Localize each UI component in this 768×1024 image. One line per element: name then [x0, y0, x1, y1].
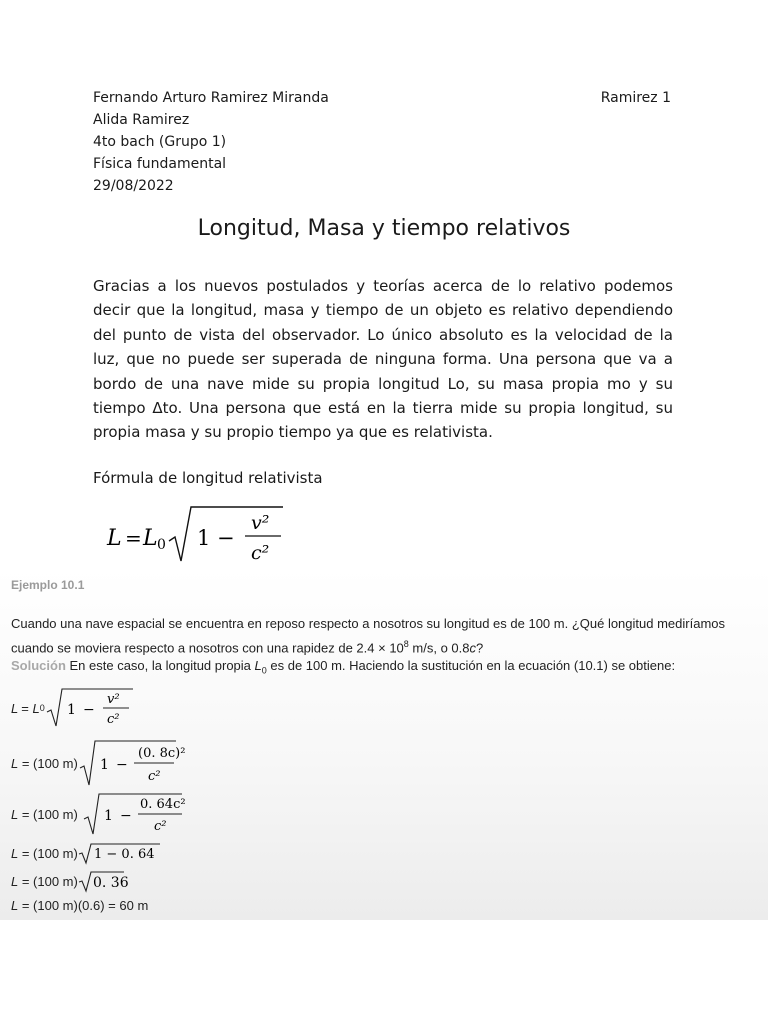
- step1-minus: −: [82, 702, 95, 718]
- date-line: 29/08/2022: [93, 178, 174, 194]
- question-text-d: ?: [476, 640, 484, 656]
- step4-radical: [78, 842, 162, 864]
- formula-L0: L: [143, 526, 158, 551]
- step2-radical: [78, 738, 186, 788]
- step3-one: 1: [103, 808, 113, 824]
- step2-lhs: = (100 m): [18, 755, 78, 771]
- solution-text-a: En este caso, la longitud propia: [65, 658, 255, 673]
- solution-label: Solución: [11, 658, 66, 673]
- length-contraction-formula: [105, 503, 295, 573]
- step1-L: L: [11, 700, 19, 716]
- page-label: Ramirez 1: [600, 90, 671, 106]
- grade-line: 4to bach (Grupo 1): [93, 134, 227, 150]
- question-c: c: [469, 640, 476, 656]
- equation-step-5: [11, 870, 129, 892]
- formula-svg: [105, 503, 295, 569]
- step3-minus: −: [119, 808, 132, 824]
- step2-numerator: (0. 8c)²: [137, 746, 186, 761]
- example-block: [0, 568, 768, 920]
- step4-lhs: = (100 m): [18, 845, 78, 861]
- equation-step-3: [11, 791, 186, 837]
- step2-minus: −: [115, 757, 128, 773]
- step2-denominator: c²: [147, 769, 161, 784]
- step6-lhs: = (100 m)(0.6) = 60 m: [18, 898, 149, 913]
- course-name: Física fundamental: [93, 156, 227, 172]
- example-solution: [11, 658, 675, 676]
- question-text-a: Cuando una nave espacial se encuentra en reposo respecto a nosotros su longitud es de 100 m. ¿Qué longitud mediríamos cuando se moviera respecto a nosotros con una rapidez de 2.4 × 10: [11, 616, 725, 656]
- example-question: [11, 613, 756, 658]
- step1-one: 1: [66, 702, 76, 718]
- formula-one: 1: [197, 526, 211, 550]
- formula-minus: −: [217, 526, 235, 550]
- step2-one: 1: [99, 757, 109, 773]
- document-title: Longitud, Masa y tiempo relativos: [197, 216, 571, 241]
- solution-L: L: [254, 658, 262, 673]
- step4-radicand: 1 − 0. 64: [93, 847, 155, 862]
- formula-L: L: [107, 526, 122, 551]
- step1-denominator: c²: [106, 712, 120, 727]
- formula-denominator: c²: [251, 542, 270, 564]
- step5-radical: [78, 870, 129, 892]
- equation-step-6: [11, 898, 148, 913]
- equation-step-4: [11, 842, 162, 864]
- formula-title: Fórmula de longitud relativista: [93, 469, 323, 487]
- step1-subscript: 0: [39, 703, 45, 713]
- example-heading: Ejemplo 10.1: [11, 578, 85, 592]
- solution-text-b: es de 100 m. Haciendo la sustitución en la ecuación (10.1) se obtiene:: [266, 658, 676, 673]
- teacher-name: Alida Ramirez: [93, 112, 190, 128]
- step3-L: L: [11, 806, 19, 822]
- step1-L0: L: [32, 700, 40, 716]
- step3-lhs: = (100 m): [18, 806, 78, 822]
- formula-subscript-0: 0: [157, 537, 166, 553]
- step2-L: L: [11, 755, 19, 771]
- step1-radical: [45, 686, 135, 730]
- formula-equals: =: [125, 526, 142, 550]
- step3-denominator: c²: [153, 819, 167, 834]
- question-exponent: 8: [403, 639, 409, 649]
- formula-numerator: v²: [251, 512, 270, 534]
- body-paragraph: Gracias a los nuevos postulados y teorías acerca de lo relativo podemos decir que la longitud, masa y tiempo de un objeto es relativo dependiendo del punto de vista del observador. Lo único absoluto es la velocidad de la luz, que no puede ser superada de ninguna forma. Una persona que va a bordo de una nave mide su propia longitud Lo, su masa propia mo y su tiempo Δto. Una persona que está en la tierra mide su propia longitud, su propia masa y su propio tiempo ya que es relativista.: [93, 277, 673, 442]
- author-name: Fernando Arturo Ramirez Miranda: [93, 90, 329, 106]
- step1-equals: =: [21, 700, 33, 716]
- step5-L: L: [11, 873, 19, 889]
- equation-step-2: [11, 738, 186, 788]
- step5-lhs: = (100 m): [18, 873, 78, 889]
- equation-step-1: [11, 686, 135, 730]
- step4-L: L: [11, 845, 19, 861]
- solution-subscript: 0: [261, 665, 267, 676]
- step5-radicand: 0. 36: [92, 875, 129, 891]
- step1-numerator: v²: [106, 692, 120, 707]
- step3-numerator: 0. 64c²: [139, 797, 186, 812]
- question-text-b: m/s, o 0.8: [408, 640, 470, 656]
- step3-radical: [78, 791, 186, 837]
- step6-L: L: [11, 898, 19, 913]
